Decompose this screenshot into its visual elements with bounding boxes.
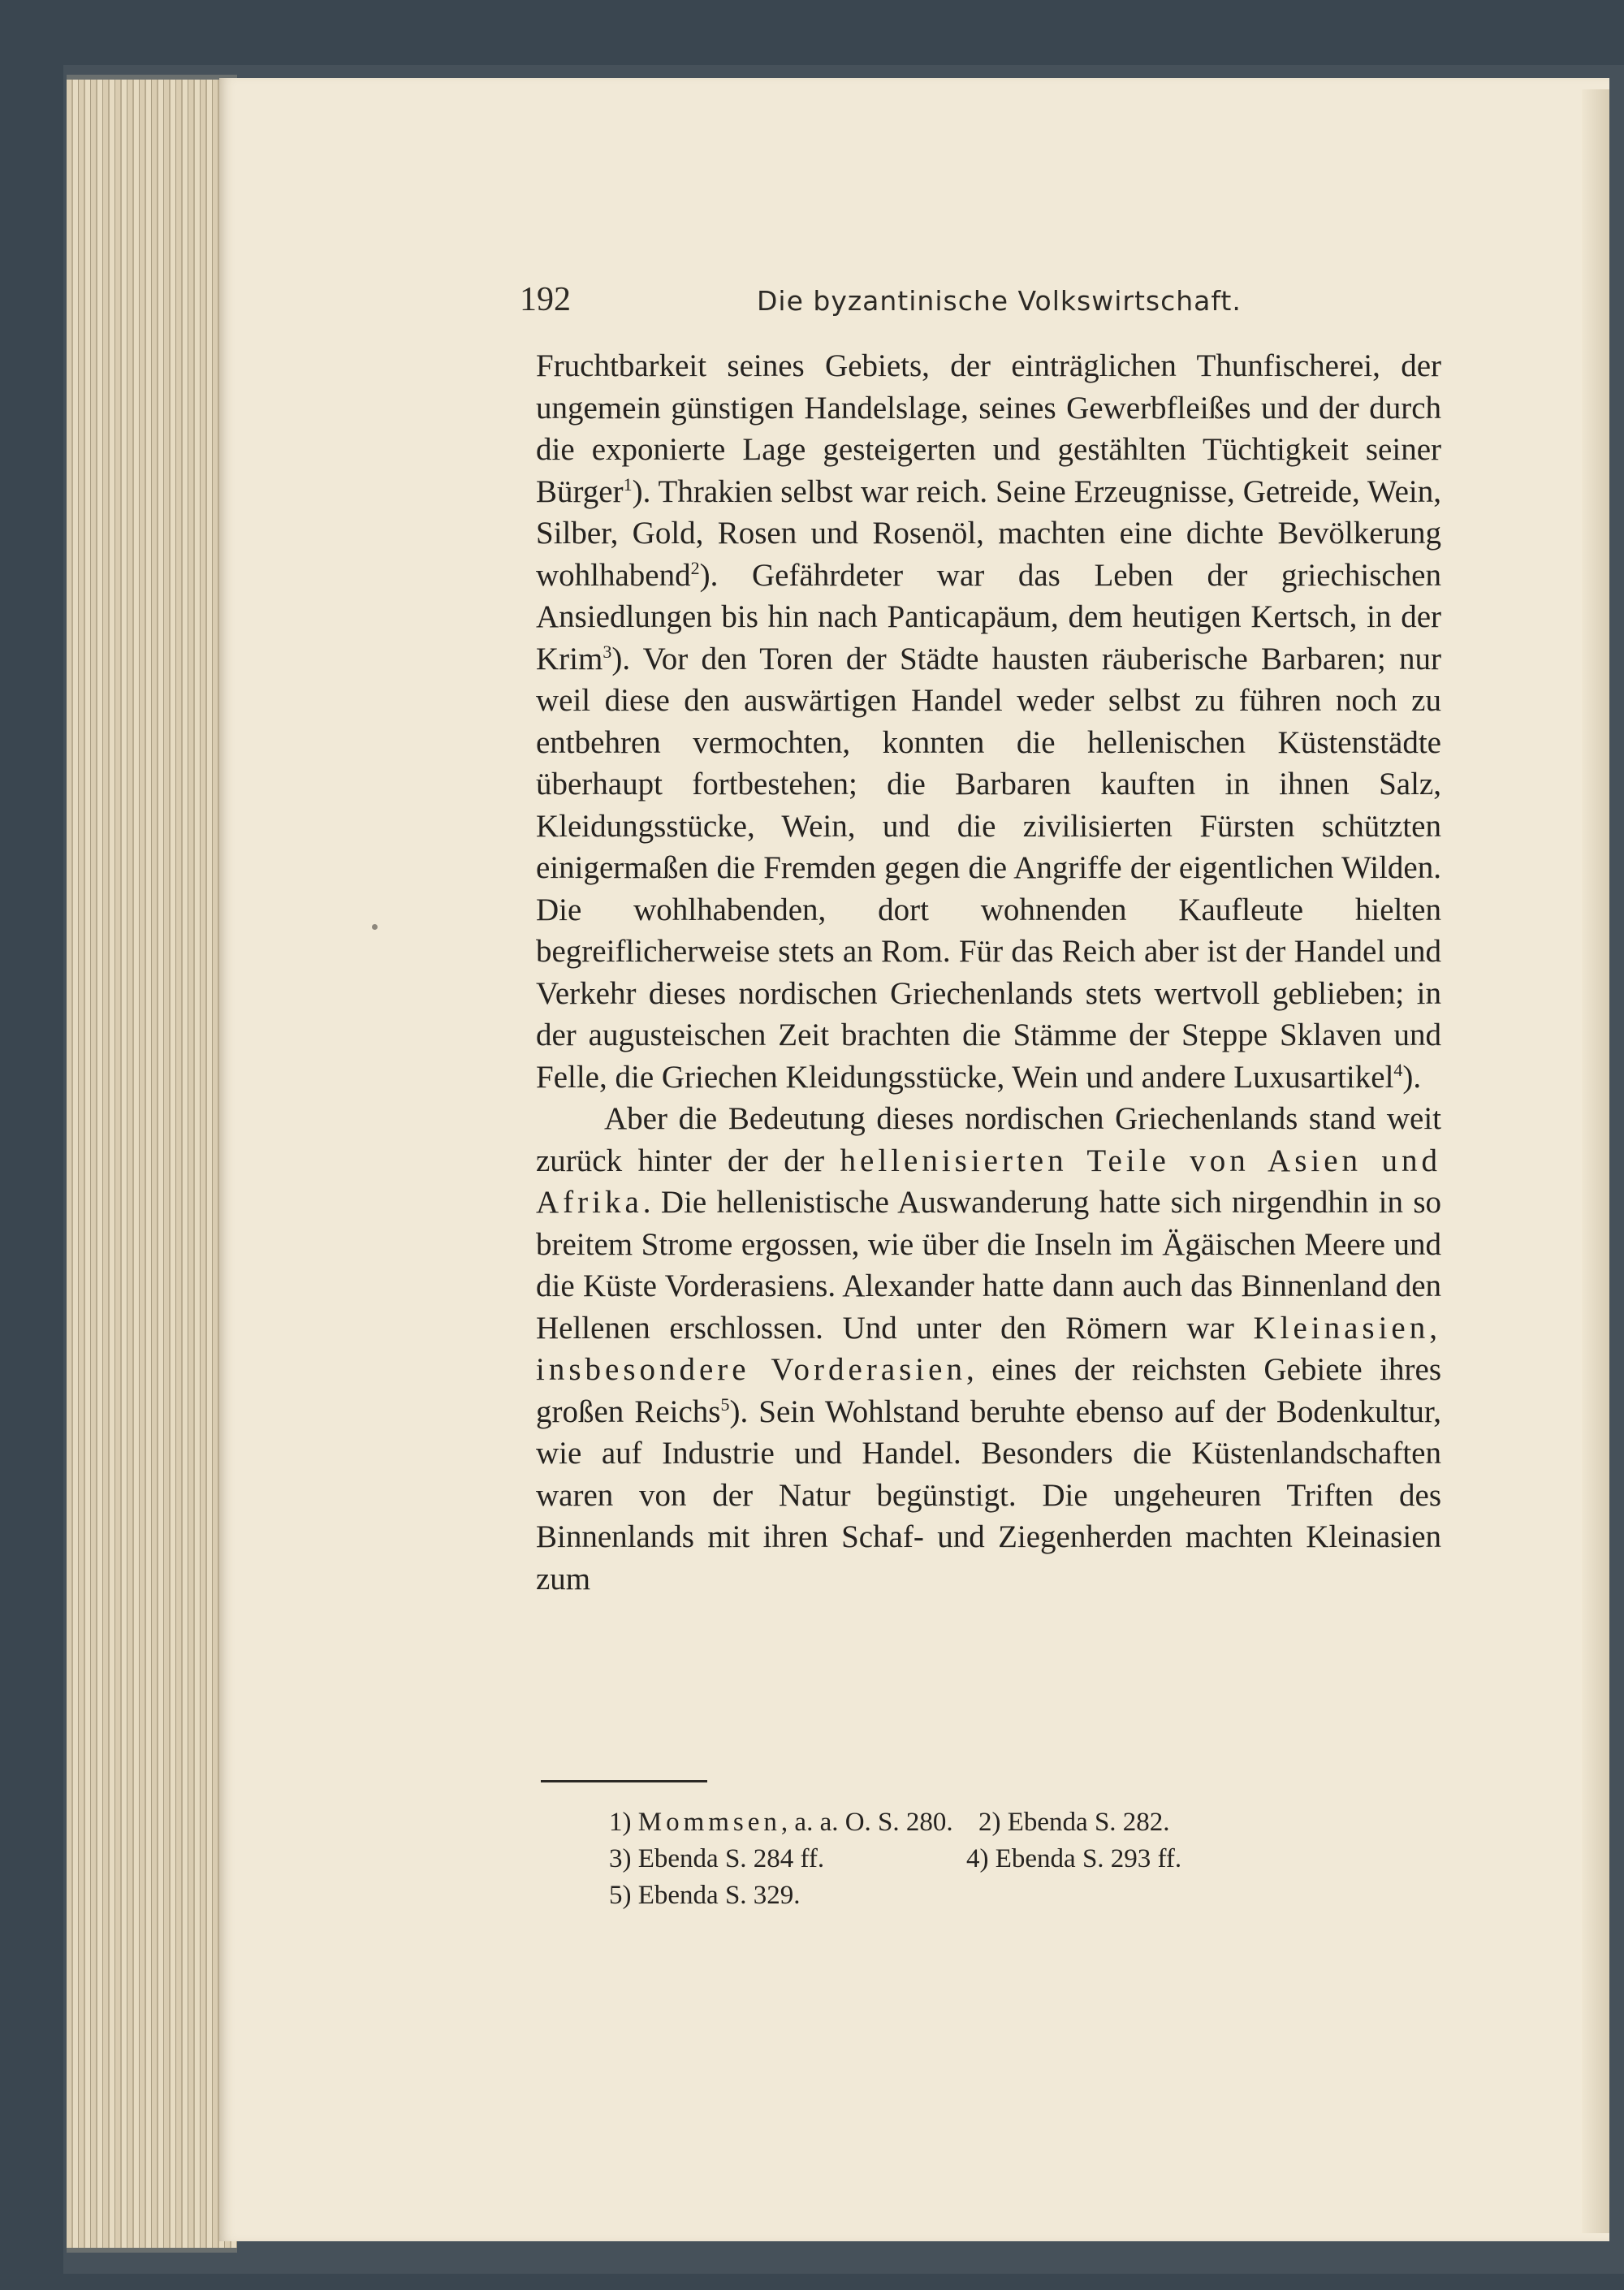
paragraph-2-text-d: ). Sein Wohlstand beruhte ebenso auf der Bodenkultur, wie auf Industrie und Handel. Besonders die Küstenlandschaften waren von der Natur begünstigt. Die ungeheuren Triften des Binnenlands mit ihren Schaf- und Ziegenherden machten Kleinasien zum <box>536 1393 1441 1597</box>
paragraph-2-text-b: . Die hellenistische Auswanderung hatte sich nirgendhin in so breitem Strome ergossen, wie über die Inseln im Ägäischen Meere und die Küste Vorderasiens. Alexander hatte dann auch das Binnenland den Hellenen erschlossen. Und unter den Römern war <box>536 1185 1441 1346</box>
footnote-1-author: Mommsen <box>637 1808 781 1837</box>
page-header <box>520 280 1453 329</box>
paragraph-2-text-c: , eines der reichsten Gebiete ihres großen Reichs <box>536 1352 1441 1429</box>
footnote-2: 2) Ebenda S. 282. <box>978 1808 1170 1837</box>
paragraph-1-text-b: ). Thrakien selbst war reich. Seine Erzeugnisse, Getreide, Wein, Silber, Gold, Rosen und Rosenöl, machten eine dichte Bevölkerung wohlhabend <box>536 473 1441 593</box>
footnote-ref-5: 5 <box>720 1393 730 1415</box>
footnote-ref-3: 3 <box>603 641 612 662</box>
main-text <box>536 345 1441 1600</box>
running-title: Die byzantinische Volkswirtschaft. <box>757 285 1242 317</box>
footnote-1 <box>609 1804 953 1841</box>
footnote-ref-2: 2 <box>690 557 700 578</box>
paper-speck <box>372 924 378 930</box>
page-edges <box>67 75 237 2253</box>
page-right-edge <box>1582 89 1609 2233</box>
page-number: 192 <box>520 281 571 318</box>
paragraph-1-text-a: Fruchtbarkeit seines Gebiets, der einträglichen Thunfischerei, der ungemein günstigen Handelslage, seines Gewerbfleißes und der durch die exponierte Lage gesteigerten und gestählten Tüchtigkeit seiner Bürger <box>536 348 1441 509</box>
footnote-ref-4: 4 <box>1393 1059 1403 1080</box>
paragraph-1-text-e: ). <box>1402 1059 1422 1095</box>
footnotes <box>609 1804 1421 1914</box>
paragraph-1-text-c: ). Gefährdeter war das Leben der griechischen Ansiedlungen bis hin nach Panticapäum, dem heutigen Kertsch, in der Krim <box>536 557 1441 676</box>
footnote-1-reference: , a. a. O. S. 280. <box>780 1808 953 1837</box>
paragraph-1 <box>536 345 1441 1098</box>
emphasis-hellenized-regions: hellenisierten Teile von Asien und Afrika <box>536 1143 1441 1220</box>
footnote-4: 4) Ebenda S. 293 ff. <box>966 1844 1182 1873</box>
footnote-row <box>609 1804 1421 1841</box>
emphasis-asia-minor: Kleinasien, insbesondere Vorderasien <box>536 1310 1441 1387</box>
footnote-row <box>609 1841 1421 1877</box>
paragraph-2 <box>536 1098 1441 1600</box>
footnote-1-number: 1) <box>609 1808 632 1837</box>
paragraph-2-text-a: Aber die Bedeutung dieses nordischen Griechenlands stand weit zurück hinter der der <box>536 1101 1441 1178</box>
paragraph-1-text-d: ). Vor den Toren der Städte hausten räuberische Barbaren; nur weil diese den auswärtigen Handel weder selbst zu führen noch zu entbehren vermochten, konnten die hellenischen Küstenstädte überhaupt fortbestehen; die Barbaren kauften in ihnen Salz, Kleidungsstücke, Wein, und die zivilisierten Fürsten schützten einigermaßen die Fremden gegen die Angriffe der eigentlichen Wilden. Die wohlhabenden, dort wohnenden Kaufleute hielten begreiflicherweise stets an Rom. Für das Reich aber ist der Handel und Verkehr dieses nordischen Griechenlands stets wertvoll geblieben; in der augusteischen Zeit brachten die Stämme der Steppe Sklaven und Felle, die Griechen Kleidungsstücke, Wein und andere Luxusartikel <box>536 641 1441 1095</box>
footnote-3: 3) Ebenda S. 284 ff. <box>609 1844 825 1873</box>
footnote-rule <box>541 1780 707 1782</box>
footnote-5: 5) Ebenda S. 329. <box>609 1881 801 1910</box>
footnote-row <box>609 1877 1421 1914</box>
footnote-ref-1: 1 <box>623 473 633 495</box>
